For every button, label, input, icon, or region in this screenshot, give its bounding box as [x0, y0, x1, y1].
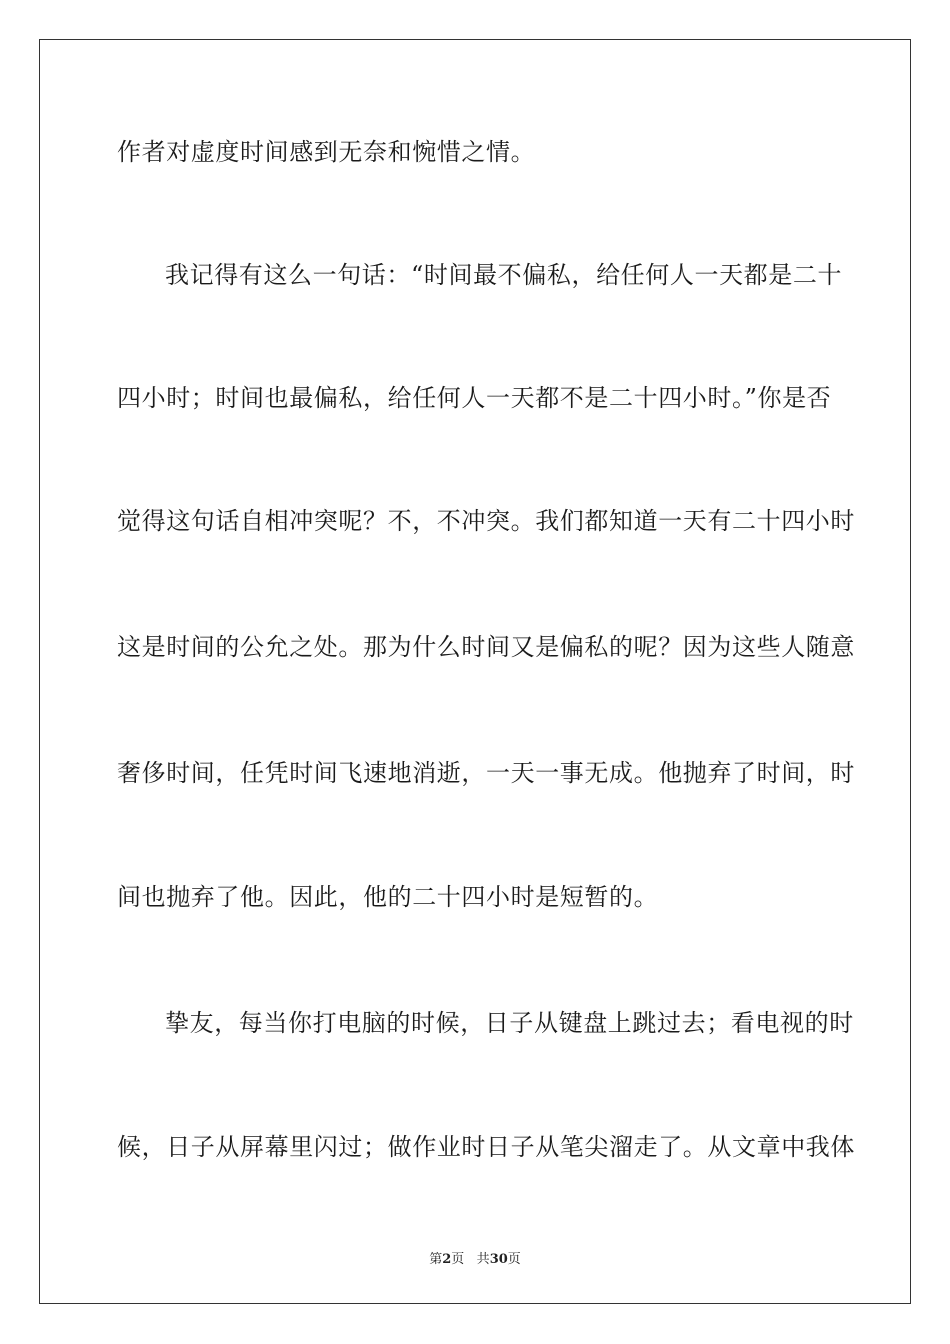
text-line-9: 候，日子从屏幕里闪过；做作业时日子从笔尖溜走了。从文章中我体 — [117, 1133, 855, 1161]
footer-total-prefix: 共 — [476, 1252, 490, 1267]
text-line-2: 我记得有这么一句话：“时间最不偏私，给任何人一天都是二十 — [165, 261, 843, 289]
footer-page-number: 2 — [442, 1252, 452, 1267]
footer-total-pages: 30 — [489, 1252, 508, 1267]
text-line-7: 间也抛弃了他。因此，他的二十四小时是短暂的。 — [117, 883, 659, 911]
text-line-5: 这是时间的公允之处。那为什么时间又是偏私的呢？因为这些人随意 — [117, 633, 855, 661]
text-line-1: 作者对虚度时间感到无奈和惋惜之情。 — [117, 138, 536, 166]
footer-page-suffix: 页 — [451, 1252, 465, 1267]
footer-total-suffix: 页 — [507, 1252, 521, 1267]
footer-page-prefix: 第 — [429, 1252, 443, 1267]
text-line-6: 奢侈时间，任凭时间飞速地消逝，一天一事无成。他抛弃了时间，时 — [117, 759, 855, 787]
page-footer — [0, 1248, 950, 1267]
page-border — [39, 39, 911, 1304]
text-line-3: 四小时；时间也最偏私，给任何人一天都不是二十四小时。”你是否 — [117, 384, 832, 412]
text-line-4: 觉得这句话自相冲突呢？不，不冲突。我们都知道一天有二十四小时 — [117, 507, 855, 535]
text-line-8: 挚友，每当你打电脑的时候，日子从键盘上跳过去；看电视的时 — [165, 1009, 854, 1037]
